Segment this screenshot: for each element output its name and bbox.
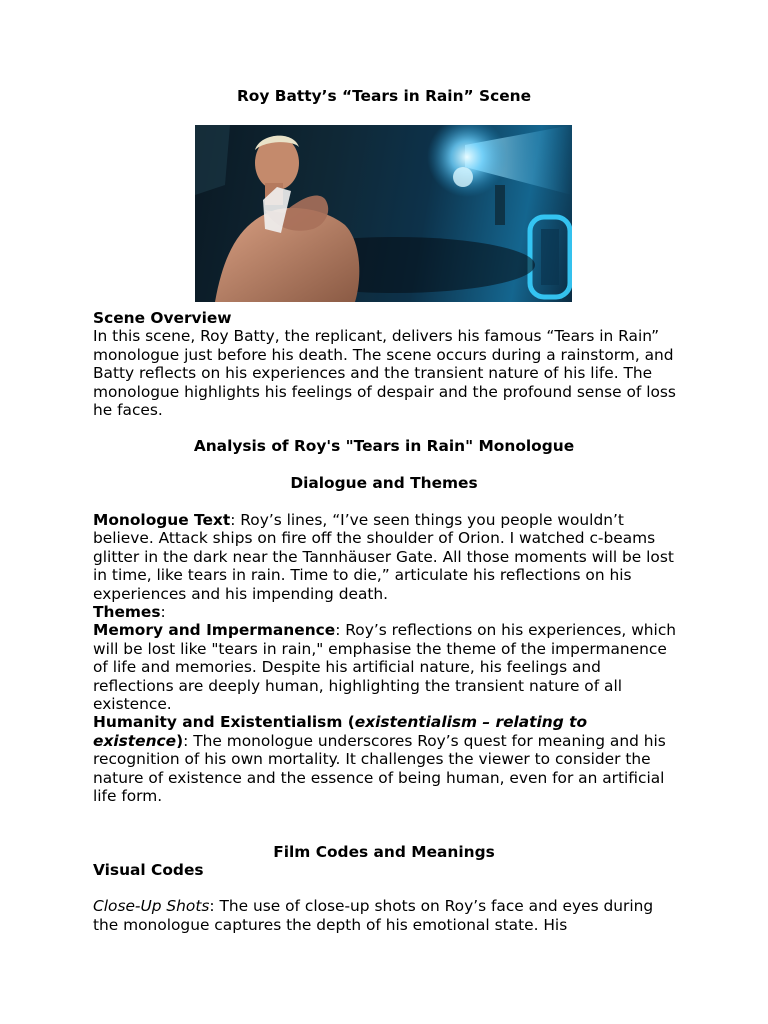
subsection-heading: Visual Codes <box>93 861 204 879</box>
paragraph: : Roy’s lines, “I’ve seen things you people wouldn’t believe. Attack ships on fire off the shoulder of Orion. I watched c-beams glitter in the dark near the Tannhäuser Gate. All those moments will be lost in time, like tears in rain. Time to die,” articulate his reflections on his experiences and his impending death. <box>93 511 674 603</box>
paragraph: In this scene, Roy Batty, the replicant, delivers his famous “Tears in Rain” monologue just before his death. The scene occurs during a rainstorm, and Batty reflects on his experiences and the transient nature of his life. The monologue highlights his feelings of despair and the profound sense of loss he faces. <box>93 327 676 420</box>
paragraph: : The monologue underscores Roy’s quest for meaning and his recognition of his own mortality. It challenges the viewer to consider the nature of existence and the essence of being human, even for an artificial life form. <box>93 731 666 806</box>
term-label: Close-Up Shots <box>93 897 210 916</box>
paragraph: : The use of close-up shots on Roy’s face and eyes during the monologue captures the depth of his emotional state. His <box>93 897 654 934</box>
themes-line <box>93 603 683 621</box>
term-label: Humanity and Existentialism ( <box>93 713 355 732</box>
visual-codes-section <box>93 861 683 934</box>
analysis-body <box>93 511 683 806</box>
scene-overview-section <box>93 309 683 419</box>
page-title: Roy Batty’s “Tears in Rain” Scene <box>236 87 532 105</box>
scene-still-illustration <box>195 125 572 302</box>
closeup-paragraph <box>93 897 683 934</box>
paragraph: : Roy’s reflections on his experiences, which will be lost like "tears in rain," emphasise the theme of the impermanence of life and memories. Despite his artificial nature, his feelings and reflections are deeply human, highlighting the transient nature of all existence. <box>93 621 677 714</box>
scene-still-image <box>195 125 572 302</box>
monologue-paragraph <box>93 511 683 603</box>
humanity-paragraph <box>93 713 683 805</box>
term-label: Monologue Text <box>93 511 231 529</box>
term-label: Memory and Impermanence <box>93 621 336 640</box>
term-label-close: ) <box>176 731 184 750</box>
section-heading: Dialogue and Themes <box>290 474 478 492</box>
section-heading: Film Codes and Meanings <box>273 843 495 861</box>
term-label: Themes <box>93 603 161 622</box>
section-heading: Scene Overview <box>93 309 232 327</box>
term-definition: existentialism – relating to existence <box>93 713 588 750</box>
memory-paragraph <box>93 621 683 713</box>
colon: : <box>160 603 166 622</box>
section-heading: Analysis of Roy's "Tears in Rain" Monologue <box>193 437 575 455</box>
